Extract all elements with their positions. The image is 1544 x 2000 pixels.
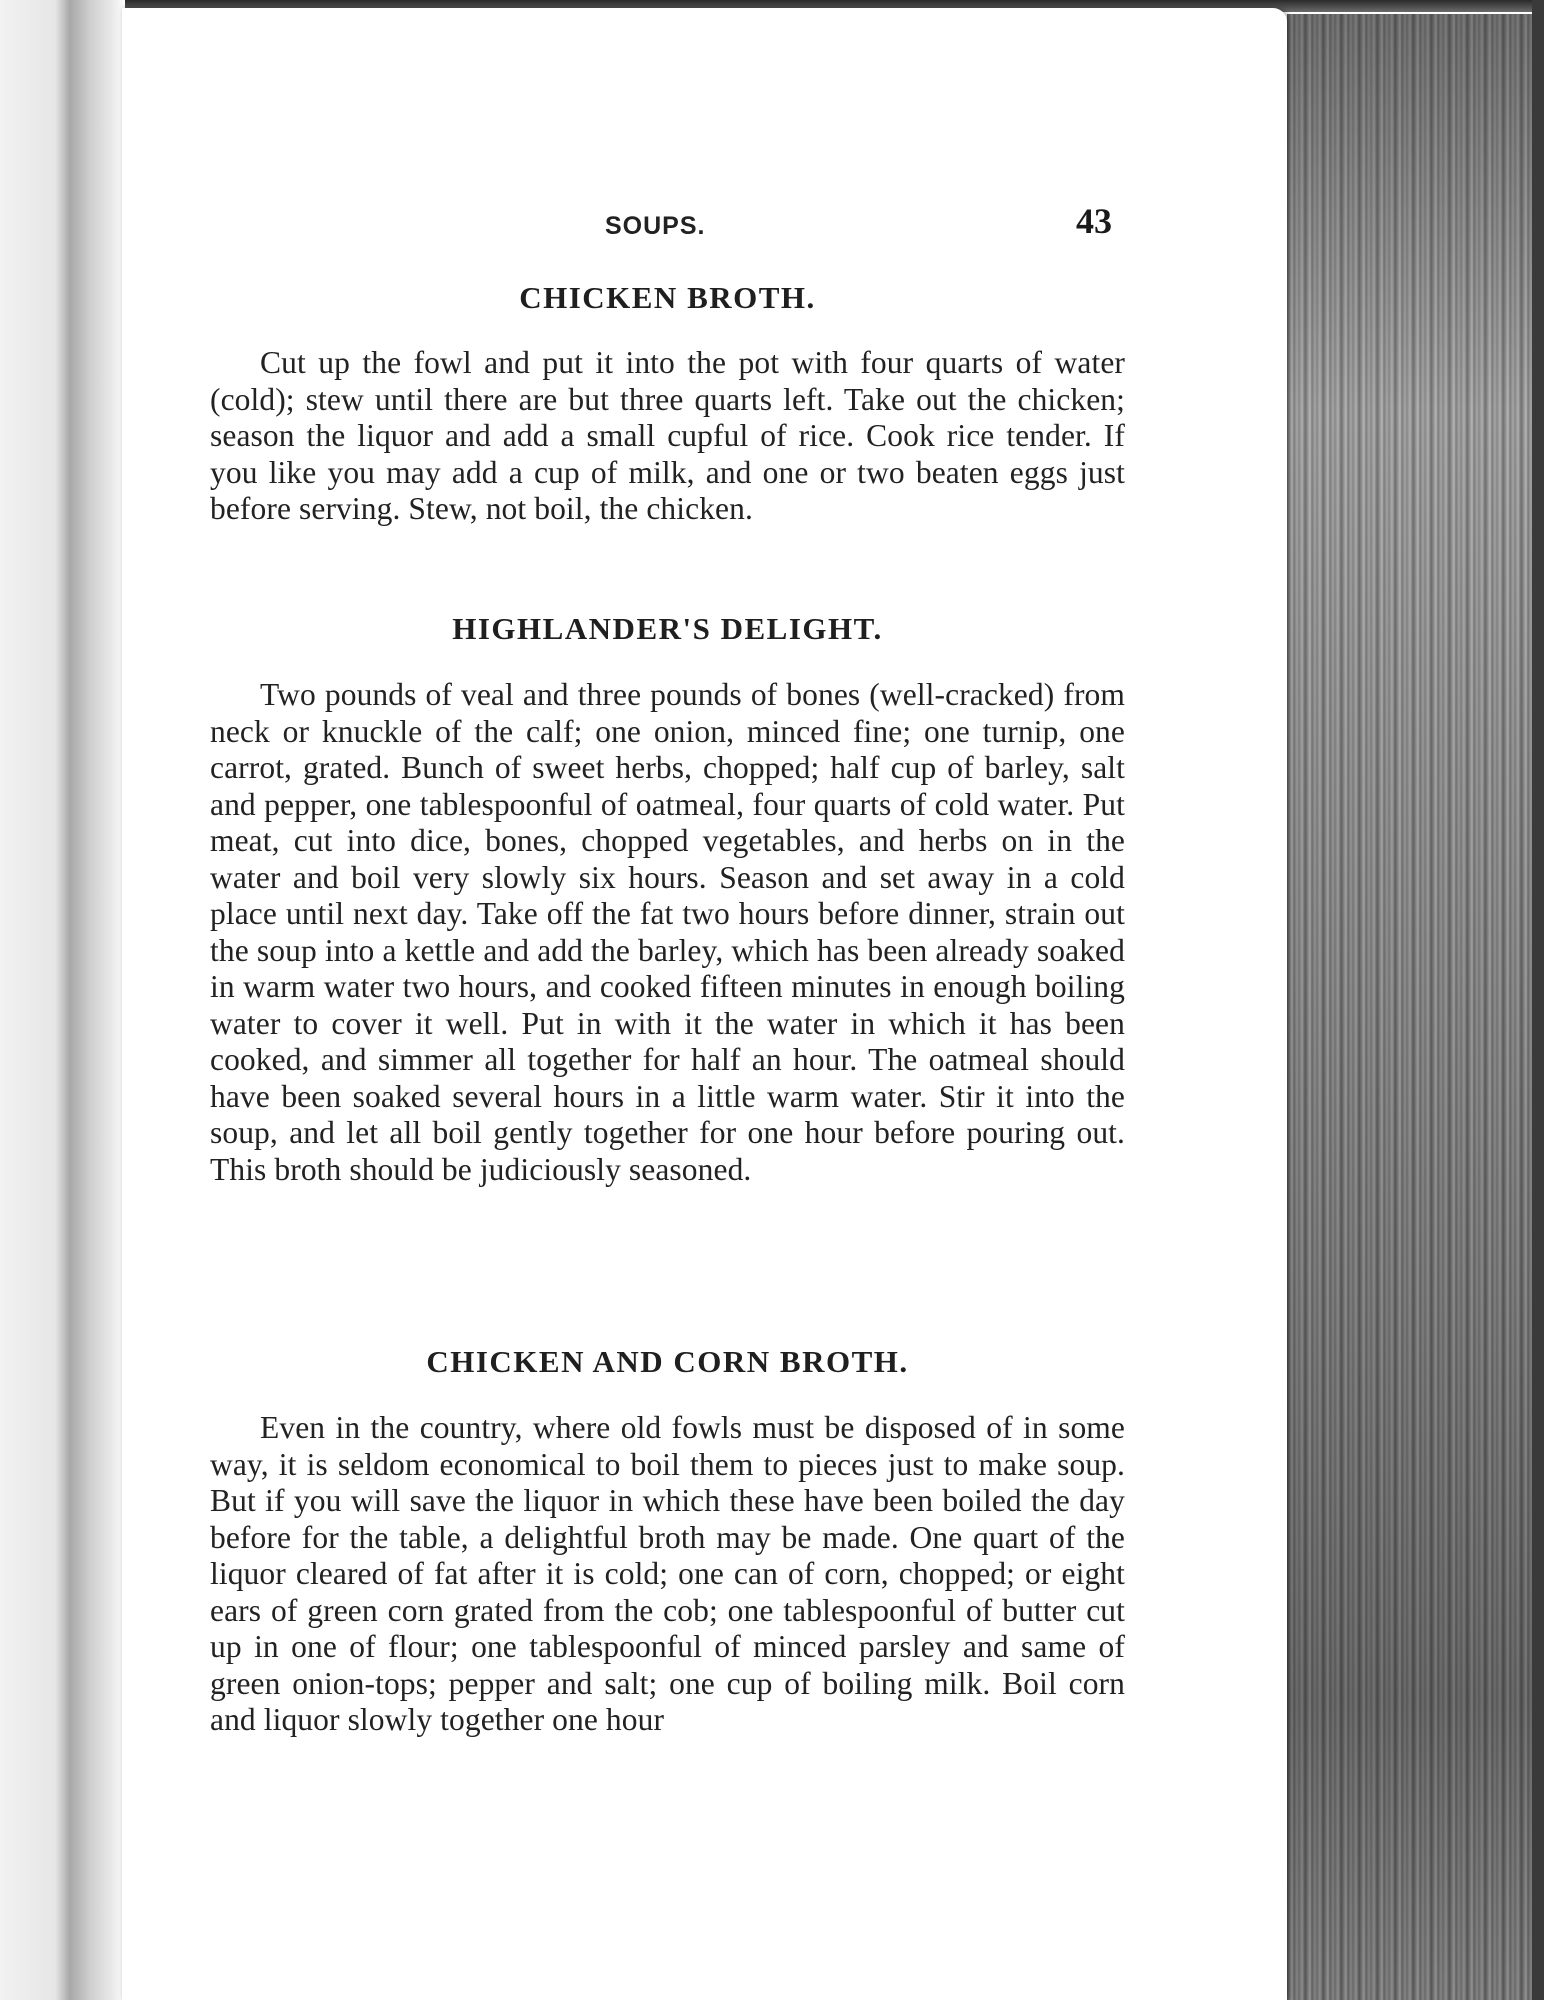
section-body-chicken-broth [210,345,1125,528]
section-body-highlanders-delight [210,677,1125,1188]
section-heading-chicken-and-corn-broth [210,1342,1125,1382]
heading-text: CHICKEN BROTH. [519,280,816,315]
heading-text: HIGHLANDER'S DELIGHT. [452,611,883,646]
paragraph-text: Cut up the fowl and put it into the pot with four quarts of water (cold); stew until there are but three quarts left. Take out the chicken; season the liquor and add a small cupful of rice. Cook rice tender. If you like you may add a cup of milk, and one or two beaten eggs just before serving. Stew, not boil, the chicken. [210,345,1125,526]
section-heading-highlanders-delight [210,609,1125,649]
heading-text: CHICKEN AND CORN BROTH. [426,1344,909,1379]
left-page-gutter [0,0,125,2000]
page-number: 43 [1076,201,1112,241]
paragraph-text: Two pounds of veal and three pounds of bones (well-cracked) from neck or knuckle of the calf; one onion, minced fine; one turnip, one carrot, grated. Bunch of sweet herbs, chopped; half cup of barley, salt and pepper, one tablespoonful of oatmeal, four quarts of cold water. Put meat, cut into dice, bones, chopped vegetables, and herbs on in the water and boil very slowly six hours. Season and set away in a cold place until next day. Take off the fat two hours before dinner, strain out the soup into a kettle and add the barley, which has been already soaked in warm water two hours, and cooked fifteen minutes in enough boiling water to cover it well. Put in with it the water in which it has been cooked, and simmer all together for half an hour. The oatmeal should have been soaked several hours in a little warm water. Stir it into the soup, and let all boil gently together for one hour before pouring out. This broth should be judiciously seasoned. [210,677,1125,1187]
running-head [210,200,1130,250]
section-body-chicken-and-corn-broth [210,1410,1125,1739]
section-heading-chicken-broth [210,278,1125,318]
page-edges-shade [1287,14,1532,2000]
paragraph-text: Even in the country, where old fowls must be disposed of in some way, it is seldom economical to boil them to pieces just to make soup. But if you will save the liquor in which these have been boiled the day before for the table, a delightful broth may be made. One quart of the liquor cleared of fat after it is cold; one can of corn, chopped; or eight ears of green corn grated from the cob; one tablespoonful of butter cut up in one of flour; one tablespoonful of minced parsley and same of green onion-tops; pepper and salt; one cup of boiling milk. Boil corn and liquor slowly together one hour [210,1410,1125,1737]
running-title: SOUPS. [605,212,706,240]
right-cover-edge [1532,0,1544,2000]
